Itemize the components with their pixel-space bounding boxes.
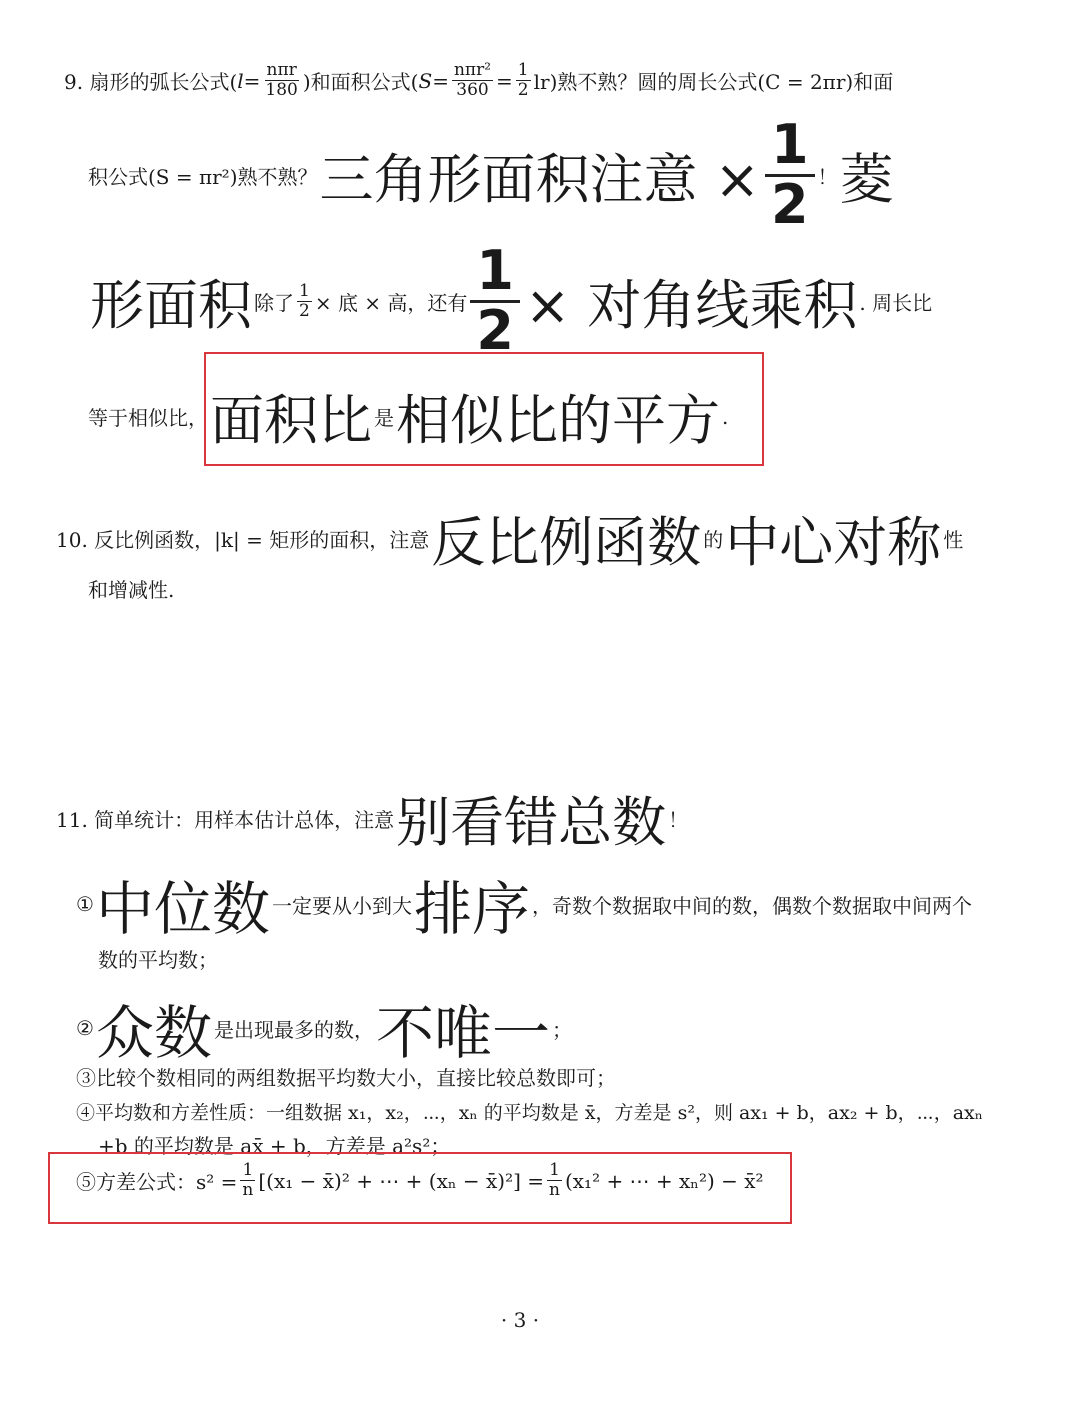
item9-line3: 形面积 除了 $\frac{1}{2}$ × 底 × 高，还有 $\frac{1}{2}$ × 对角线乘积 . 周长比 [90,239,933,362]
highlight-text: × 对角线乘积 [525,273,858,337]
highlight-text: 反比例函数 [431,511,702,574]
highlight-text: 众数 [95,999,212,1067]
item11-p1-line2: 数的平均数； [98,948,218,972]
highlight-text: 相似比的平方 [396,389,720,452]
fraction: $\frac{\text{nπr}}{180}$ [265,60,298,100]
fraction: $\frac{\text{nπr²}}{360}$ [453,60,492,100]
fraction: $\frac{1}{n}$ [242,1160,254,1200]
highlight-text: 三角形面积注意 × [319,147,760,211]
item11-p4-line2: +b 的平均数是 ax̄ + b，方差是 a²s²； [98,1134,451,1158]
highlight-text: 别看错总数 [396,791,667,854]
item11-line1: 11. 简单统计：用样本估计总体，注意 别看错总数 ！ [56,780,688,857]
item10-line2: 和增减性. [88,578,175,602]
page-number: · 3 · [500,1308,540,1332]
item11-p1: ① 中位数 一定要从小到大 排序 ，奇数个数据取中间的数，偶数个数据取中间两个 [76,862,972,946]
highlight-text: 菱 [839,147,894,211]
fraction: $\frac{1}{2}$ [517,60,529,100]
item11-p5: ⑤方差公式：s² = $\frac{1}{n}$ [(x₁ − x̄)² + ⋯ + (xₙ − x̄)²] = $\frac{1}{n}$ (x₁² + ⋯ + xₙ²) − x̄² [76,1160,764,1200]
item10-line1: 10. 反比例函数，|k| = 矩形的面积，注意 反比例函数 的 中心对称 性 [56,500,963,577]
fraction: $\frac{1}{n}$ [549,1160,560,1200]
big-fraction: $\frac{1}{2}$ [470,244,520,358]
highlight-text: 中心对称 [725,511,942,574]
highlight-text: 形面积 [90,273,252,337]
item9-line4: 等于相似比， 面积比 是 相似比的平方 . [88,378,728,455]
highlight-text: 面积比 [210,389,372,452]
big-fraction: $\frac{1}{2}$ [765,118,815,232]
highlight-text: 排序 [413,875,530,943]
highlight-text: 中位数 [95,875,270,943]
item9-line2: 积公式(S = πr²)熟不熟？ 三角形面积注意 × $\frac{1}{2}$ ！ 菱 [88,113,894,236]
item11-p3: ③比较个数相同的两组数据平均数大小，直接比较总数即可； [76,1066,616,1090]
item11-p4-line1: ④平均数和方差性质：一组数据 x₁，x₂，⋯，xₙ 的平均数是 x̄，方差是 s²，则 ax₁ + b，ax₂ + b，⋯，axₙ [76,1102,983,1124]
highlight-text: 不唯一 [375,999,550,1067]
fraction: $\frac{1}{2}$ [299,280,310,321]
item9-line1: 9. 扇形的弧长公式( l = $\frac{\text{nπr}}{180}$ )和面积公式( S = $\frac{\text{nπr²}}{360}$ = $\frac{1}{2}$ lr)熟不熟？圆的周长公式(C = 2πr)和面 [64,60,894,100]
item11-p2: ② 众数 是出现最多的数， 不唯一 ； [76,986,572,1070]
